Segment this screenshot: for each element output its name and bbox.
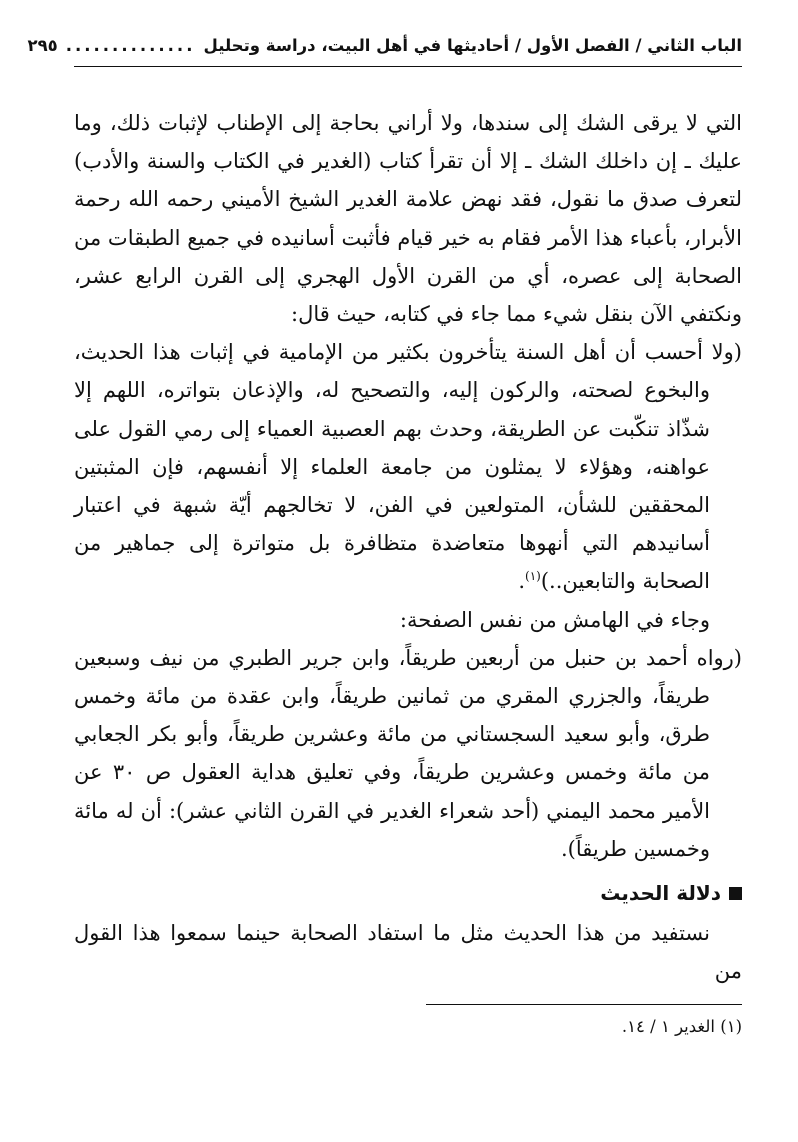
page-number: ٢٩٥ xyxy=(27,35,58,55)
header-rule xyxy=(74,66,742,67)
footnote-rule xyxy=(426,1004,742,1005)
paragraph-2-quote xyxy=(74,333,742,600)
square-bullet-icon xyxy=(729,887,742,900)
header-dot-leader: .............. xyxy=(65,35,196,55)
paragraph-2-text: (ولا أحسب أن أهل السنة يتأخرون بكثير من الإمامية في إثبات هذا الحديث، والبخوع لصحته، والركون إليه، والتصحيح له، والإذعان بتواتره، اللهم إلا شذّاذ تنكّبت عن الطريقة، وحدث بهم العصبية العمياء إلى رمي القول على عواهنه، وهؤلاء لا يمثلون من جامعة العلماء إلا أنفسهم، فإن المثبتين المحققين للشأن، المتولعين في الفن، لا تخالجهم أيّة شبهة في اعتبار أسانيدهم التي أنهوها متعاضدة متظافرة بل متواترة إلى جماهير من الصحابة والتابعين..) xyxy=(74,340,742,594)
body-text xyxy=(74,104,742,990)
running-header xyxy=(27,30,742,60)
paragraph-2-end: . xyxy=(518,569,526,594)
paragraph-5: نستفيد من هذا الحديث مثل ما استفاد الصحابة حينما سمعوا هذا القول من xyxy=(74,921,742,984)
paragraph-3: وجاء في الهامش من نفس الصفحة: xyxy=(399,607,710,632)
paragraph-1: التي لا يرقى الشك إلى سندها، ولا أراني بحاجة إلى الإطناب لإثبات ذلك، وما عليك ـ إن داخلك الشك ـ إلا أن تقرأ كتاب (الغدير في الكتاب والسنة والأدب) لتعرف صدق ما نقول، فقد نهض علامة الغدير الشيخ الأميني رحمه الله رحمة الأبرار، بأعباء هذا الأمر فقام به خير قيام فأثبت أسانيده في جميع الطبقات من الصحابة إلى عصره، أي من القرن الأول الهجري إلى القرن الرابع عشر، ونكتفي الآن بنقل شيء مما جاء في كتابه، حيث قال: xyxy=(74,111,742,327)
section-heading xyxy=(74,874,742,912)
section-heading-text: دلالة الحديث xyxy=(600,881,721,906)
footnote-reference: (١) xyxy=(525,569,541,584)
paragraph-4-quote: (رواه أحمد بن حنبل من أربعين طريقاً، وابن جرير الطبري من نيف وسبعين طريقاً، والجزري المقري من ثمانين طريقاً، وابن عقدة من مائة وخمس طرق، وأبو سعيد السجستاني من مائة وعشرين طريقاً، وأبو بكر الجعابي من مائة وخمس وعشرين طريقاً، وفي تعليق هداية العقول ص ٣٠ عن الأمير محمد اليمني (أحد شعراء الغدير في القرن الثاني عشر): أن له مائة وخمسين طريقاً). xyxy=(74,645,742,861)
footnote: (١) الغدير ١ / ١٤. xyxy=(621,1017,742,1036)
header-title: الباب الثاني / الفصل الأول / أحاديثها في أهل البيت، دراسة وتحليل xyxy=(203,35,742,55)
